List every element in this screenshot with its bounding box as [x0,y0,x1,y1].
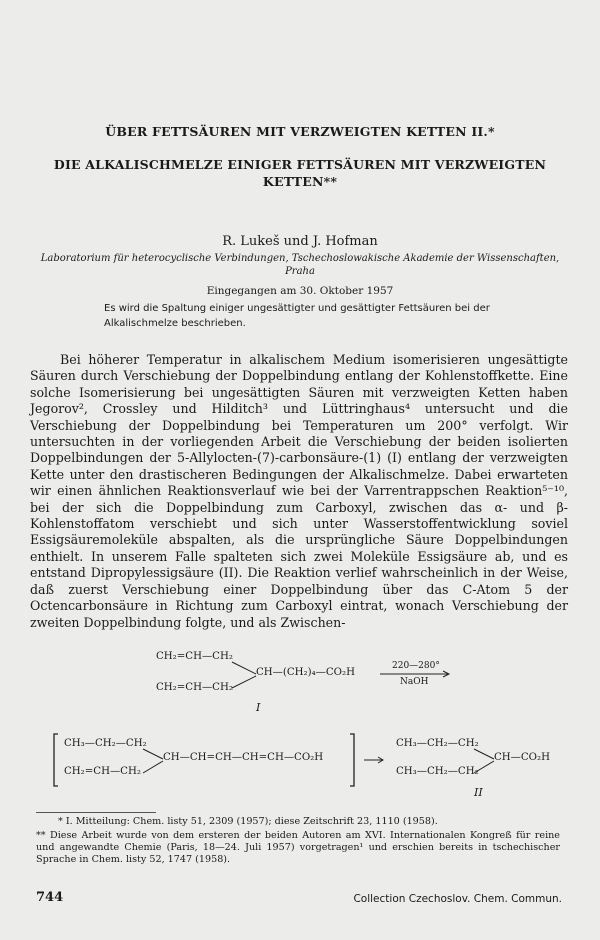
footnote-2: ** Diese Arbeit wurde von dem ersteren der beiden Autoren am XVI. Internationalen Kongreß für reine und angewandte Chemie (Paris, 18—24. Juli 1957) vorgetragen¹ und erschien bereits in tschechischer Sprache in Chem. listy 52, 1747 (1958). [36,830,560,865]
article-title-line-2: DIE ALKALISCHMELZE EINIGER FETTSÄUREN MIT VERZWEIGTEN [53,157,547,172]
affiliation: Laboratorium für heterocyclische Verbindungen, Tschechoslowakische Akademie der Wissenschaften, Praha [40,253,560,277]
bond-line [232,662,256,674]
bond-line [474,761,494,773]
bond-line [232,676,256,688]
received-date: Eingegangen am 30. Oktober 1957 [206,285,394,297]
s2-chain-fragment: CH—CH=CH—CH=CH—CO₂H [163,752,324,763]
compound-label-I: I [256,701,261,714]
footnote-1: * I. Mitteilung: Chem. listy 51, 2309 (1957); diese Zeitschrift 23, 1110 (1958). [58,816,438,827]
bond-line [143,761,163,773]
left-bracket [54,734,58,786]
page-number: 744 [36,890,64,905]
s1-top-fragment: CH₂=CH—CH₂ [156,651,233,662]
condition-temperature: 220—280° [392,661,440,671]
bond-line [474,749,494,759]
s3-bottom-fragment: CH₃—CH₂—CH₂ [396,766,479,777]
article-title-line-1: ÜBER FETTSÄUREN MIT VERZWEIGTEN KETTEN II.* [105,124,495,139]
abstract: Es wird die Spaltung einiger ungesättigter und gesättigter Fettsäuren bei der Alkalischmelze beschrieben. [104,303,490,329]
s2-top-fragment: CH₃—CH₂—CH₂ [64,738,147,749]
s2-bottom-fragment: CH₂=CH—CH₂ [64,766,141,777]
article-title-line-3: KETTEN** [262,174,338,189]
s3-top-fragment: CH₃—CH₂—CH₂ [396,738,479,749]
authors: R. Lukeš und J. Hofman [222,234,378,249]
s3-chain-fragment: CH—CO₂H [494,752,550,763]
right-bracket [350,734,354,786]
footnote-rule [36,812,156,813]
compound-label-II: II [474,786,483,799]
body-paragraph: Bei höherer Temperatur in alkalischem Medium isomerisieren ungesättigte Säuren durch Verschiebung der Doppelbindung entlang der Kohlenstoffkette. Eine solche Isomerisierung bei ungesättigten Säuren mit verzweigten Ketten haben Jegorov², Crossley und Hilditch³ und Lüttringhaus⁴ untersucht und die Verschiebung der Doppelbindung bei Temperaturen um 200° verfolgt. Wir untersuchten in der vorliegenden Arbeit die Verschiebung der beiden isolierten Doppelbindungen der 5-Allylocten-(7)-carbonsäure-(1) (I) entlang der verzweigten Kette unter den drastischeren Bedingungen der Alkalischmelze. Dabei erwarteten wir einen ähnlichen Reaktionsverlauf wie bei der Varrentrappschen Reaktion⁵⁻¹⁰, bei der sich die Doppelbindung zum Carboxyl, zwischen das α- und β-Kohlenstoffatom verschiebt und sich unter Wasserstoffentwicklung soviel Essigsäuremoleküle abspalten, als die ursprüngliche Säure Doppelbindungen enthielt. In unserem Falle spalteten sich zwei Moleküle Essigsäure ab, und es entstand Dipropylessigsäure (II). Die Reaktion verlief wahrscheinlich in der Weise, daß zuerst Verschiebung einer Doppelbindung über das C-Atom 5 der Octencarbonsäure in Richtung zum Carboxyl eintrat, wonach Verschiebung der zweiten Doppelbindung folgte, und als Zwischen- [30,352,568,630]
condition-reagent: NaOH [400,677,429,687]
bond-line [143,749,163,759]
s1-chain-fragment: CH—(CH₂)₄—CO₂H [256,667,355,678]
journal-name: Collection Czechoslov. Chem. Commun. [353,893,562,905]
s1-bottom-fragment: CH₂=CH—CH₂ [156,682,233,693]
